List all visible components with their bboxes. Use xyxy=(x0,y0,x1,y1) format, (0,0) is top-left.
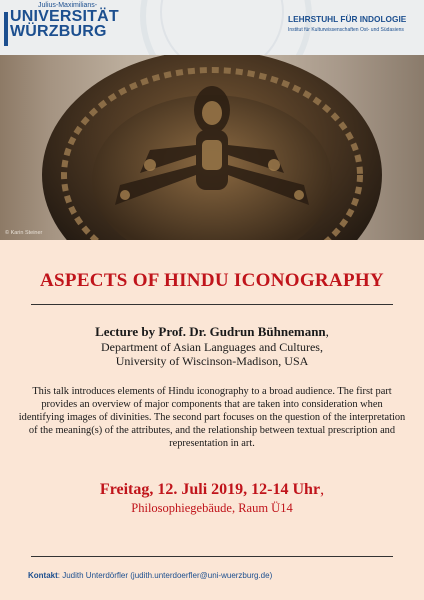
event-date: Freitag, 12. Juli 2019, 12-14 Uhr xyxy=(99,481,321,498)
speaker-department: Department of Asian Languages and Cultures, xyxy=(101,340,323,354)
event-date-comma: , xyxy=(320,481,325,498)
footer-divider xyxy=(31,556,393,557)
seal-inner-ring xyxy=(160,0,284,55)
event-place: Philosophiegebäude, Raum Ü14 xyxy=(131,501,293,515)
speaker-university: University of Wiscinson-Madison, USA xyxy=(115,354,309,368)
header-banner xyxy=(0,0,424,55)
bronze-relief-image xyxy=(0,55,424,240)
lecture-info xyxy=(0,324,424,368)
speaker-name: Prof. Dr. Gudrun Bühnemann xyxy=(158,324,326,339)
logo-accent-bar xyxy=(4,12,8,46)
university-logo xyxy=(4,2,140,39)
contact-line xyxy=(28,571,272,580)
event-date-line xyxy=(0,481,424,499)
speaker-prefix: Lecture by xyxy=(95,324,159,339)
speaker-suffix: , xyxy=(325,324,329,339)
contact-label: Kontakt xyxy=(28,571,58,580)
logo-line-2: WÜRZBURG xyxy=(10,23,107,40)
lecture-title: ASPECTS OF HINDU ICONOGRAPHY xyxy=(40,270,384,291)
abstract-text: This talk introduces elements of Hindu iconography to a broad audience. The first part provides an overview of major components that are taken into consideration when identifying images of divinities. The second part focuses on the question of the interpretation of the meaning(s) of the attributes, and the relationship between textual prescription and representation in art. xyxy=(18,386,406,449)
iconography-photo xyxy=(0,55,424,240)
chair-title: LEHRSTUHL FÜR INDOLOGIE xyxy=(288,14,407,24)
photo-credit: © Karin Steiner xyxy=(5,230,43,236)
contact-details: : Judith Unterdörfler (judith.unterdoerfler@uni-wuerzburg.de) xyxy=(57,571,273,580)
speaker-line xyxy=(0,324,424,340)
title-divider xyxy=(31,304,393,305)
chair-subtitle: Institut für Kulturwissenschaften Ost- und Südasiens xyxy=(288,27,404,33)
event-details xyxy=(0,481,424,516)
logo-line-1: UNIVERSITÄT xyxy=(10,8,119,25)
logo-subtitle: Julius-Maximilians- xyxy=(38,2,98,9)
department-heading xyxy=(288,14,422,34)
